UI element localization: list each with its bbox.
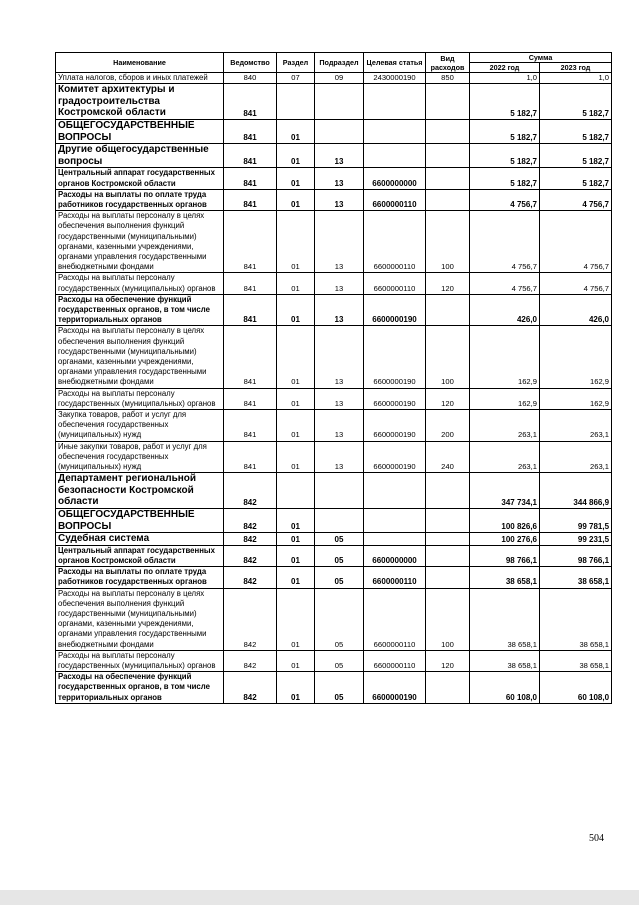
cell-dept: 841	[224, 144, 277, 168]
cell-y2023: 162,9	[540, 326, 612, 388]
cell-y2023: 1,0	[540, 73, 612, 84]
cell-subsection: 05	[315, 672, 364, 704]
cell-dept: 841	[224, 189, 277, 210]
cell-kind	[426, 189, 470, 210]
table-row	[56, 588, 612, 650]
cell-kind: 120	[426, 650, 470, 671]
cell-name: Центральный аппарат государственных органов Костромской области	[56, 168, 224, 189]
header-dept: Ведомство	[224, 53, 277, 73]
cell-subsection: 13	[315, 441, 364, 473]
cell-kind: 100	[426, 588, 470, 650]
cell-kind: 100	[426, 326, 470, 388]
cell-dept: 841	[224, 211, 277, 273]
cell-dept: 840	[224, 73, 277, 84]
cell-name: Комитет архитектуры и градостроительства Костромской области	[56, 84, 224, 120]
cell-name: Уплата налогов, сборов и иных платежей	[56, 73, 224, 84]
table-body	[56, 73, 612, 704]
cell-y2022: 4 756,7	[470, 189, 540, 210]
cell-name: Расходы на выплаты по оплате труда работников государственных органов	[56, 567, 224, 588]
cell-target: 6600000110	[364, 273, 426, 294]
cell-target: 6600000190	[364, 441, 426, 473]
cell-y2022: 38 658,1	[470, 650, 540, 671]
cell-subsection: 13	[315, 294, 364, 326]
cell-section: 01	[277, 567, 315, 588]
table-row	[56, 189, 612, 210]
cell-section: 01	[277, 144, 315, 168]
cell-section: 01	[277, 294, 315, 326]
cell-name: ОБЩЕГОСУДАРСТВЕННЫЕ ВОПРОСЫ	[56, 119, 224, 143]
cell-name: Расходы на выплаты персоналу в целях обеспечения выполнения функций государственными (муниципальными) органами, казенными учреждениями, органами управления государственными внебюджетными фондами	[56, 326, 224, 388]
cell-y2022: 100 276,6	[470, 533, 540, 546]
cell-y2023: 263,1	[540, 441, 612, 473]
cell-subsection: 05	[315, 650, 364, 671]
cell-section: 01	[277, 672, 315, 704]
cell-name: Расходы на выплаты персоналу государственных (муниципальных) органов	[56, 650, 224, 671]
cell-y2022: 263,1	[470, 441, 540, 473]
cell-dept: 841	[224, 410, 277, 442]
cell-subsection	[315, 473, 364, 509]
table-row	[56, 533, 612, 546]
cell-section: 01	[277, 119, 315, 143]
cell-dept: 842	[224, 533, 277, 546]
cell-target: 6600000190	[364, 326, 426, 388]
table-header	[56, 53, 612, 73]
cell-subsection: 05	[315, 567, 364, 588]
cell-section: 01	[277, 533, 315, 546]
table-row	[56, 84, 612, 120]
cell-y2023: 5 182,7	[540, 119, 612, 143]
cell-target	[364, 509, 426, 533]
cell-name: Центральный аппарат государственных органов Костромской области	[56, 545, 224, 566]
cell-kind	[426, 509, 470, 533]
cell-y2023: 60 108,0	[540, 672, 612, 704]
header-2022: 2022 год	[470, 63, 540, 73]
cell-section: 01	[277, 211, 315, 273]
cell-kind	[426, 294, 470, 326]
cell-y2023: 263,1	[540, 410, 612, 442]
cell-dept: 841	[224, 388, 277, 409]
cell-target: 6600000190	[364, 672, 426, 704]
cell-name: Расходы на обеспечение функций государственных органов, в том числе территориальных органов	[56, 294, 224, 326]
cell-dept: 842	[224, 509, 277, 533]
cell-kind	[426, 84, 470, 120]
cell-y2023: 5 182,7	[540, 84, 612, 120]
cell-subsection: 05	[315, 533, 364, 546]
cell-subsection: 05	[315, 588, 364, 650]
cell-target: 6600000110	[364, 189, 426, 210]
cell-kind	[426, 119, 470, 143]
cell-kind	[426, 567, 470, 588]
cell-y2022: 263,1	[470, 410, 540, 442]
cell-target: 2430000190	[364, 73, 426, 84]
cell-name: Департамент региональной безопасности Костромской области	[56, 473, 224, 509]
cell-y2023: 4 756,7	[540, 211, 612, 273]
cell-dept: 841	[224, 326, 277, 388]
cell-subsection	[315, 509, 364, 533]
cell-subsection: 13	[315, 326, 364, 388]
cell-name: Расходы на выплаты персоналу в целях обеспечения выполнения функций государственными (муниципальными) органами, казенными учреждениями, органами управления государственными внебюджетными фондами	[56, 211, 224, 273]
header-subsection: Подраздел	[315, 53, 364, 73]
table-row	[56, 273, 612, 294]
cell-dept: 842	[224, 650, 277, 671]
cell-y2023: 4 756,7	[540, 273, 612, 294]
cell-name: Расходы на выплаты персоналу в целях обеспечения выполнения функций государственными (муниципальными) органами, казенными учреждениями, органами управления государственными внебюджетными фондами	[56, 588, 224, 650]
cell-y2023: 4 756,7	[540, 189, 612, 210]
cell-y2022: 347 734,1	[470, 473, 540, 509]
cell-name: Закупка товаров, работ и услуг для обеспечения государственных (муниципальных) нужд	[56, 410, 224, 442]
cell-target	[364, 473, 426, 509]
cell-dept: 842	[224, 545, 277, 566]
header-target: Целевая статья	[364, 53, 426, 73]
cell-y2022: 162,9	[470, 388, 540, 409]
table-row	[56, 294, 612, 326]
header-2023: 2023 год	[540, 63, 612, 73]
cell-subsection: 13	[315, 189, 364, 210]
table-row	[56, 119, 612, 143]
scan-edge-strip	[0, 890, 639, 905]
table-row	[56, 650, 612, 671]
cell-kind	[426, 168, 470, 189]
cell-dept: 841	[224, 441, 277, 473]
cell-kind	[426, 672, 470, 704]
cell-y2023: 162,9	[540, 388, 612, 409]
cell-name: Расходы на выплаты персоналу государственных (муниципальных) органов	[56, 273, 224, 294]
cell-dept: 842	[224, 473, 277, 509]
header-sum: Сумма	[470, 53, 612, 63]
cell-y2022: 4 756,7	[470, 211, 540, 273]
cell-target	[364, 533, 426, 546]
cell-y2022: 162,9	[470, 326, 540, 388]
cell-y2023: 99 781,5	[540, 509, 612, 533]
cell-section	[277, 473, 315, 509]
cell-name: Судебная система	[56, 533, 224, 546]
cell-target: 6600000000	[364, 545, 426, 566]
cell-kind: 100	[426, 211, 470, 273]
cell-y2022: 5 182,7	[470, 84, 540, 120]
cell-kind: 120	[426, 388, 470, 409]
budget-table	[55, 52, 612, 704]
cell-target: 6600000190	[364, 388, 426, 409]
cell-y2023: 426,0	[540, 294, 612, 326]
cell-section: 01	[277, 509, 315, 533]
table-row	[56, 441, 612, 473]
cell-kind	[426, 545, 470, 566]
cell-name: ОБЩЕГОСУДАРСТВЕННЫЕ ВОПРОСЫ	[56, 509, 224, 533]
cell-y2022: 5 182,7	[470, 168, 540, 189]
cell-kind	[426, 473, 470, 509]
cell-section: 01	[277, 410, 315, 442]
cell-section: 01	[277, 388, 315, 409]
cell-section: 01	[277, 650, 315, 671]
header-section: Раздел	[277, 53, 315, 73]
cell-subsection	[315, 119, 364, 143]
cell-name: Расходы на обеспечение функций государственных органов, в том числе территориальных органов	[56, 672, 224, 704]
cell-y2022: 5 182,7	[470, 144, 540, 168]
cell-y2023: 5 182,7	[540, 168, 612, 189]
cell-target	[364, 84, 426, 120]
cell-target: 6600000190	[364, 410, 426, 442]
cell-name: Расходы на выплаты персоналу государственных (муниципальных) органов	[56, 388, 224, 409]
cell-subsection: 13	[315, 144, 364, 168]
cell-subsection	[315, 84, 364, 120]
cell-y2023: 99 231,5	[540, 533, 612, 546]
table-row	[56, 410, 612, 442]
cell-dept: 841	[224, 273, 277, 294]
cell-y2022: 4 756,7	[470, 273, 540, 294]
cell-name: Другие общегосударственные вопросы	[56, 144, 224, 168]
cell-y2022: 38 658,1	[470, 567, 540, 588]
cell-subsection: 09	[315, 73, 364, 84]
table-row	[56, 168, 612, 189]
cell-section: 01	[277, 326, 315, 388]
cell-section	[277, 84, 315, 120]
cell-kind	[426, 533, 470, 546]
cell-dept: 842	[224, 567, 277, 588]
cell-y2022: 98 766,1	[470, 545, 540, 566]
cell-subsection: 13	[315, 388, 364, 409]
cell-section: 01	[277, 273, 315, 294]
cell-target: 6600000190	[364, 294, 426, 326]
cell-section: 01	[277, 545, 315, 566]
cell-y2023: 38 658,1	[540, 650, 612, 671]
cell-kind: 850	[426, 73, 470, 84]
table-row	[56, 672, 612, 704]
cell-section: 07	[277, 73, 315, 84]
cell-y2023: 38 658,1	[540, 567, 612, 588]
cell-y2022: 100 826,6	[470, 509, 540, 533]
cell-subsection: 13	[315, 211, 364, 273]
cell-section: 01	[277, 189, 315, 210]
cell-kind	[426, 144, 470, 168]
page-number: 504	[589, 833, 604, 844]
cell-dept: 841	[224, 84, 277, 120]
table-row	[56, 326, 612, 388]
cell-y2023: 38 658,1	[540, 588, 612, 650]
cell-target	[364, 144, 426, 168]
cell-target	[364, 119, 426, 143]
table-row	[56, 144, 612, 168]
cell-kind: 240	[426, 441, 470, 473]
cell-y2022: 38 658,1	[470, 588, 540, 650]
cell-dept: 842	[224, 672, 277, 704]
cell-subsection: 13	[315, 273, 364, 294]
cell-y2023: 98 766,1	[540, 545, 612, 566]
cell-subsection: 05	[315, 545, 364, 566]
cell-dept: 841	[224, 294, 277, 326]
cell-kind: 200	[426, 410, 470, 442]
cell-y2022: 60 108,0	[470, 672, 540, 704]
cell-target: 6600000110	[364, 211, 426, 273]
cell-kind: 120	[426, 273, 470, 294]
cell-target: 6600000110	[364, 567, 426, 588]
cell-dept: 841	[224, 168, 277, 189]
cell-y2023: 344 866,9	[540, 473, 612, 509]
cell-name: Иные закупки товаров, работ и услуг для обеспечения государственных (муниципальных) нужд	[56, 441, 224, 473]
cell-section: 01	[277, 588, 315, 650]
cell-target: 6600000110	[364, 650, 426, 671]
cell-dept: 842	[224, 588, 277, 650]
cell-target: 6600000110	[364, 588, 426, 650]
cell-y2022: 426,0	[470, 294, 540, 326]
cell-y2022: 5 182,7	[470, 119, 540, 143]
cell-target: 6600000000	[364, 168, 426, 189]
table-row	[56, 509, 612, 533]
table-row	[56, 211, 612, 273]
cell-name: Расходы на выплаты по оплате труда работников государственных органов	[56, 189, 224, 210]
table-row	[56, 567, 612, 588]
cell-subsection: 13	[315, 410, 364, 442]
cell-section: 01	[277, 168, 315, 189]
cell-subsection: 13	[315, 168, 364, 189]
table-row	[56, 73, 612, 84]
cell-section: 01	[277, 441, 315, 473]
table-row	[56, 545, 612, 566]
table-row	[56, 473, 612, 509]
cell-y2023: 5 182,7	[540, 144, 612, 168]
header-kind: Вид расходов	[426, 53, 470, 73]
cell-y2022: 1,0	[470, 73, 540, 84]
header-name: Наименование	[56, 53, 224, 73]
table-row	[56, 388, 612, 409]
cell-dept: 841	[224, 119, 277, 143]
